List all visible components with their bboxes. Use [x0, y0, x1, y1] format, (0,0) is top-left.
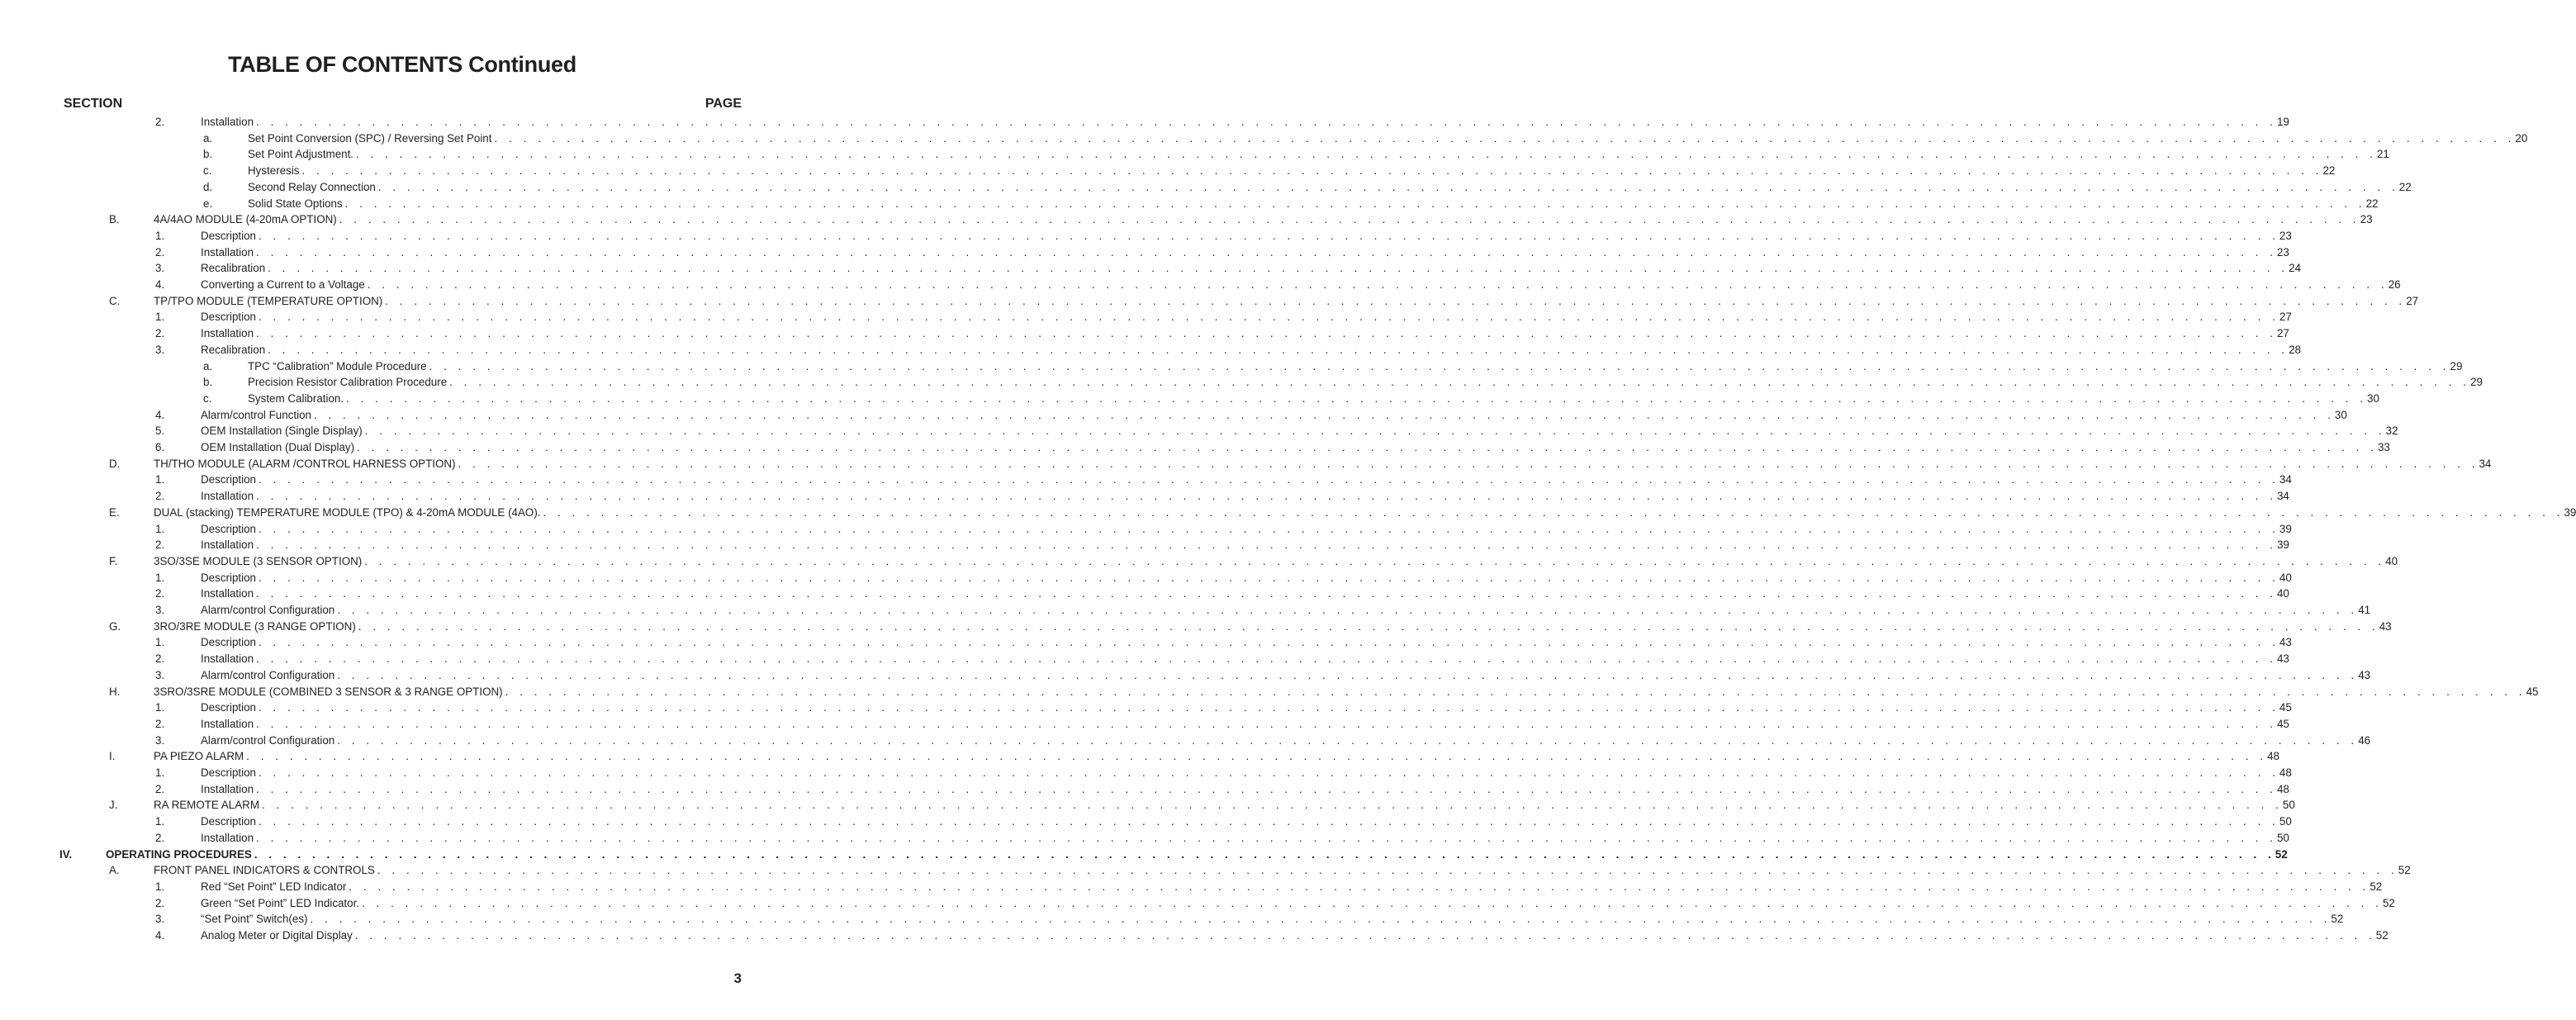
toc-entry: [0, 358, 2463, 375]
dot-leader: . . . . . . . . . . . . . . . . . . . . . . . . . . . . . . . . . . . . . . . . . . . . . . . . . . . . . . . . . . . . . . . . . . . . . . . . . . . . . . . . . . . . . . . . . . . . . . . . . . . . . . . . . . . . . . . . . . . . . . . . . . . . . . . . . . . . . . . . . . . .: [256, 538, 2277, 552]
toc-entry: [0, 651, 2289, 667]
toc-entry-label: F.: [109, 554, 118, 567]
toc-entry-title: Installation: [201, 716, 256, 733]
toc-entry-title: OPERATING PROCEDURES: [106, 847, 254, 863]
toc-entry: [0, 879, 2383, 895]
toc-entry-title: Alarm/control Configuration: [201, 667, 337, 684]
toc-entry: [0, 228, 2292, 244]
dot-leader: . . . . . . . . . . . . . . . . . . . . . . . . . . . . . . . . . . . . . . . . . . . . . . . . . . . . . . . . . . . . . . . . . . . . . . . . . . . . . . . . . . . . . . . . . . . . . . . . . . . . . . . . . . . . . . . . . . . . . . . . . . . . . . . . . . . . . . . . . . . .: [256, 587, 2277, 600]
toc-entry-label: 3.: [155, 604, 165, 616]
toc-entry-page: 52: [2370, 880, 2383, 893]
toc-entry-title: Set Point Adjustment.: [248, 146, 356, 163]
toc-entry-label: e.: [203, 197, 213, 210]
toc-entry: [0, 553, 2398, 570]
toc-entry-label: 1.: [155, 522, 165, 535]
toc-entry-page: 50: [2282, 799, 2295, 812]
dot-leader: . . . . . . . . . . . . . . . . . . . . . . . . . . . . . . . . . . . . . . . . . . . . . . . . . . . . . . . . . . . . . . . . . . . . . . . . . . . . . . . . . . . . . . . . . . . . . . . . . . . . . . . . . . . . . . . . . . . . . . . . . . . . . . . . . . . . . . . . . . . .: [357, 441, 2378, 453]
toc-entry: [0, 244, 2289, 261]
toc-entry: [0, 407, 2347, 424]
toc-entry-page: 52: [2331, 913, 2344, 926]
toc-entry: [0, 927, 2389, 944]
toc-entry-page: 48: [2276, 782, 2289, 795]
toc-entry-page: 26: [2388, 278, 2401, 291]
toc-entry: [0, 733, 2371, 749]
toc-entry-label: 6.: [155, 441, 165, 453]
toc-entry-title: Description: [201, 634, 259, 651]
dot-leader: . . . . . . . . . . . . . . . . . . . . . . . . . . . . . . . . . . . . . . . . . . . . . . . . . . . . . . . . . . . . . . . . . . . . . . . . . . . . . . . . . . . . . . . . . . . . . . . . . . . . . . . . . . . . . . . . . . . . . . . . . . . . . . . . . . . . . . . . . . . .: [258, 522, 2279, 535]
dot-leader: . . . . . . . . . . . . . . . . . . . . . . . . . . . . . . . . . . . . . . . . . . . . . . . . . . . . . . . . . . . . . . . . . . . . . . . . . . . . . . . . . . . . . . . . . . . . . . . . . . . . . . . . . . . . . . . . . . . . . . . . . . . . . . . . . . . . . . . . . . . .: [256, 652, 2277, 666]
dot-leader: . . . . . . . . . . . . . . . . . . . . . . . . . . . . . . . . . . . . . . . . . . . . . . . . . . . . . . . . . . . . . . . . . . . . . . . . . . . . . . . . . . . . . . . . . . . . . . . . . . . . . . . . . . . . . . . . . . . . . . . . . . . . . . . . . . . . . . . . . . . .: [377, 180, 2399, 193]
toc-entry: [0, 196, 2379, 212]
toc-entry-label: 2.: [155, 245, 165, 259]
toc-entry: [0, 847, 2288, 863]
toc-entry: [0, 537, 2289, 553]
toc-entry-label: J.: [109, 799, 118, 812]
toc-entry: [0, 521, 2292, 538]
toc-entry: [0, 293, 2419, 310]
toc-entry: [0, 862, 2411, 879]
toc-entry-page: 43: [2379, 619, 2392, 633]
toc-entry: [0, 488, 2289, 505]
toc-entry: [0, 797, 2295, 814]
toc-entry: [0, 439, 2390, 456]
toc-entry-title: Installation: [201, 830, 256, 847]
toc-entry: [0, 146, 2389, 163]
toc-entry: [0, 586, 2289, 602]
toc-entry-label: 3.: [155, 262, 165, 275]
toc-entry-title: Recalibration: [201, 260, 268, 277]
toc-entry-page: 34: [2279, 473, 2292, 486]
toc-entry-title: Set Point Conversion (SPC) / Reversing Set Point: [248, 130, 494, 147]
toc-entry-label: IV.: [59, 847, 73, 861]
toc-entry: [0, 781, 2289, 798]
dot-leader: . . . . . . . . . . . . . . . . . . . . . . . . . . . . . . . . . . . . . . . . . . . . . . . . . . . . . . . . . . . . . . . . . . . . . . . . . . . . . . . . . . . . . . . . . . . . . . . . . . . . . . . . . . . . . . . . . . . . . . . . . . . . . . . . . . . . . . . . . . . .: [362, 896, 2383, 909]
toc-entry: [0, 163, 2336, 179]
dot-leader: . . . . . . . . . . . . . . . . . . . . . . . . . . . . . . . . . . . . . . . . . . . . . . . . . . . . . . . . . . . . . . . . . . . . . . . . . . . . . . . . . . . . . . . . . . . . . . . . . . . . . . . . . . . . . . . . . . . . . . . . . . . . . . . . . . . . . . . . . . . .: [301, 164, 2323, 178]
dot-leader: . . . . . . . . . . . . . . . . . . . . . . . . . . . . . . . . . . . . . . . . . . . . . . . . . . . . . . . . . . . . . . . . . . . . . . . . . . . . . . . . . . . . . . . . . . . . . . . . . . . . . . . . . . . . . . . . . . . . . . . . . . . . . . . . . . . . . . . . . . . .: [385, 294, 2407, 307]
dot-leader: . . . . . . . . . . . . . . . . . . . . . . . . . . . . . . . . . . . . . . . . . . . . . . . . . . . . . . . . . . . . . . . . . . . . . . . . . . . . . . . . . . . . . . . . . . . . . . . . . . . . . . . . . . . . . . . . . . . . . . . . . . . . . . . . . . . . . . . . . . . .: [313, 408, 2335, 421]
toc-entry-title: DUAL (stacking) TEMPERATURE MODULE (TPO) & 4-20mA MODULE (4AO).: [154, 505, 543, 521]
dot-leader: . . . . . . . . . . . . . . . . . . . . . . . . . . . . . . . . . . . . . . . . . . . . . . . . . . . . . . . . . . . . . . . . . . . . . . . . . . . . . . . . . . . . . . . . . . . . . . . . . . . . . . . . . . . . . . . . . . . . . . . . . . . . . . . . . . . . . . . . . . . .: [258, 229, 2279, 242]
dot-leader: . . . . . . . . . . . . . . . . . . . . . . . . . . . . . . . . . . . . . . . . . . . . . . . . . . . . . . . . . . . . . . . . . . . . . . . . . . . . . . . . . . . . . . . . . . . . . . . . . . . . . . . . . . . . . . . . . . . . . . . . . . . . . . . . . . . . . . . . . . . .: [367, 278, 2389, 291]
toc-entry-title: 3SRO/3SRE MODULE (COMBINED 3 SENSOR & 3 RANGE OPTION): [154, 684, 505, 700]
toc-entry-page: 20: [2515, 131, 2528, 145]
toc-entry-title: 3SO/3SE MODULE (3 SENSOR OPTION): [154, 553, 364, 570]
toc-entry-page: 50: [2279, 815, 2292, 828]
toc-entry-label: 4.: [155, 408, 165, 421]
toc-entry-page: 52: [2275, 847, 2288, 861]
toc-entry-label: 1.: [155, 229, 165, 242]
dot-leader: . . . . . . . . . . . . . . . . . . . . . . . . . . . . . . . . . . . . . . . . . . . . . . . . . . . . . . . . . . . . . . . . . . . . . . . . . . . . . . . . . . . . . . . . . . . . . . . . . . . . . . . . . . . . . . . . . . . . . . . . . . . . . . . . . . . . . . . . . . . .: [256, 116, 2277, 128]
toc-entry-page: 22: [2322, 164, 2336, 178]
dot-leader: . . . . . . . . . . . . . . . . . . . . . . . . . . . . . . . . . . . . . . . . . . . . . . . . . . . . . . . . . . . . . . . . . . . . . . . . . . . . . . . . . . . . . . . . . . . . . . . . . . . . . . . . . . . . . . . . . . . . . . . . . . . . . . . . . . . . . . . . . . . .: [364, 425, 2386, 438]
toc-entry-page: 48: [2267, 750, 2279, 763]
toc-entry-label: a.: [203, 131, 213, 145]
dot-leader: . . . . . . . . . . . . . . . . . . . . . . . . . . . . . . . . . . . . . . . . . . . . . . . . . . . . . . . . . . . . . . . . . . . . . . . . . . . . . . . . . . . . . . . . . . . . . . . . . . . . . . . . . . . . . . . . . . . . . . . . . . . . . . . . . . . . . . . . . . . .: [354, 929, 2376, 942]
toc-entry-page: 29: [2470, 376, 2483, 389]
toc-entry-label: 1.: [155, 701, 165, 714]
toc-entry-label: c.: [203, 164, 212, 178]
toc-entry-label: C.: [109, 294, 121, 307]
toc-entry-label: G.: [109, 619, 121, 633]
dot-leader: . . . . . . . . . . . . . . . . . . . . . . . . . . . . . . . . . . . . . . . . . . . . . . . . . . . . . . . . . . . . . . . . . . . . . . . . . . . . . . . . . . . . . . . . . . . . . . . . . . . . . . . . . . . . . . . . . . . . . . . . . . . . . . . . . . . . . . . . . . . .: [256, 831, 2277, 844]
toc-entry-page: 23: [2360, 213, 2373, 226]
toc-entry-title: Installation: [201, 651, 256, 667]
toc-entry-page: 39: [2276, 538, 2289, 552]
toc-entry-title: Installation: [201, 325, 256, 342]
dot-leader: . . . . . . . . . . . . . . . . . . . . . . . . . . . . . . . . . . . . . . . . . . . . . . . . . . . . . . . . . . . . . . . . . . . . . . . . . . . . . . . . . . . . . . . . . . . . . . . . . . . . . . . . . . . . . . . . . . . . . . . . . . . . . . . . . . . . . . . . . . . .: [258, 766, 2279, 779]
toc-entry: [0, 895, 2395, 912]
section-column-header: SECTION: [64, 97, 123, 111]
toc-entry: [0, 602, 2371, 619]
toc-entry-page: 43: [2358, 668, 2371, 681]
toc-entry-title: Description: [201, 521, 259, 538]
toc-entry-title: Alarm/control Configuration: [201, 733, 337, 749]
dot-leader: . . . . . . . . . . . . . . . . . . . . . . . . . . . . . . . . . . . . . . . . . . . . . . . . . . . . . . . . . . . . . . . . . . . . . . . . . . . . . . . . . . . . . . . . . . . . . . . . . . . . . . . . . . . . . . . . . . . . . . . . . . . . . . . . . . . . . . . . . . . .: [256, 245, 2277, 259]
toc-entry: [0, 260, 2301, 277]
toc-entry-label: 1.: [155, 815, 165, 828]
toc-entry-title: Converting a Current to a Voltage: [201, 277, 368, 293]
dot-leader: . . . . . . . . . . . . . . . . . . . . . . . . . . . . . . . . . . . . . . . . . . . . . . . . . . . . . . . . . . . . . . . . . . . . . . . . . . . . . . . . . . . . . . . . . . . . . . . . . . . . . . . . . . . . . . . . . . . . . . . . . . . . . . . . . . . . . . . . . . . .: [505, 685, 2526, 698]
dot-leader: . . . . . . . . . . . . . . . . . . . . . . . . . . . . . . . . . . . . . . . . . . . . . . . . . . . . . . . . . . . . . . . . . . . . . . . . . . . . . . . . . . . . . . . . . . . . . . . . . . . . . . . . . . . . . . . . . . . . . . . . . . . . . . . . . . . . . . . . . . . .: [246, 750, 2268, 763]
toc-entry-title: Description: [201, 765, 259, 781]
toc-entry: [0, 456, 2492, 472]
dot-leader: . . . . . . . . . . . . . . . . . . . . . . . . . . . . . . . . . . . . . . . . . . . . . . . . . . . . . . . . . . . . . . . . . . . . . . . . . . . . . . . . . . . . . . . . . . . . . . . . . . . . . . . . . . . . . . . . . . . . . . . . . . . . . . . . . . . . . . . . . . . .: [254, 847, 2275, 861]
toc-entry-label: 3.: [155, 668, 165, 681]
toc-entry-page: 24: [2289, 262, 2301, 275]
toc-entry-label: 4.: [155, 929, 165, 942]
toc-entry: [0, 423, 2398, 439]
toc-entry-page: 52: [2375, 929, 2389, 942]
toc-entry-page: 21: [2376, 148, 2389, 161]
toc-entry-label: 1.: [155, 766, 165, 779]
dot-leader: . . . . . . . . . . . . . . . . . . . . . . . . . . . . . . . . . . . . . . . . . . . . . . . . . . . . . . . . . . . . . . . . . . . . . . . . . . . . . . . . . . . . . . . . . . . . . . . . . . . . . . . . . . . . . . . . . . . . . . . . . . . . . . . . . . . . . . . . . . . .: [258, 473, 2279, 486]
toc-entry-title: “Set Point” Switch(es): [201, 911, 310, 927]
toc-entry: [0, 634, 2292, 651]
toc-entry-label: 1.: [155, 636, 165, 649]
dot-leader: . . . . . . . . . . . . . . . . . . . . . . . . . . . . . . . . . . . . . . . . . . . . . . . . . . . . . . . . . . . . . . . . . . . . . . . . . . . . . . . . . . . . . . . . . . . . . . . . . . . . . . . . . . . . . . . . . . . . . . . . . . . . . . . . . . . . . . . . . . . .: [429, 359, 2450, 372]
toc-entry-label: 2.: [155, 490, 165, 503]
toc-entry-page: 34: [2276, 490, 2289, 503]
toc-entry-page: 22: [2398, 180, 2412, 193]
toc-entry-title: Solid State Options: [248, 196, 345, 212]
toc-entry-title: Green “Set Point” LED Indicator.: [201, 895, 362, 912]
toc-entry: [0, 325, 2289, 342]
toc-entry: [0, 570, 2292, 586]
dot-leader: . . . . . . . . . . . . . . . . . . . . . . . . . . . . . . . . . . . . . . . . . . . . . . . . . . . . . . . . . . . . . . . . . . . . . . . . . . . . . . . . . . . . . . . . . . . . . . . . . . . . . . . . . . . . . . . . . . . . . . . . . . . . . . . . . . . . . . . . . . . .: [258, 311, 2279, 324]
toc-entry-page: 19: [2276, 116, 2289, 128]
toc-entry-label: H.: [109, 685, 121, 698]
toc-entry-page: 40: [2279, 571, 2292, 584]
dot-leader: . . . . . . . . . . . . . . . . . . . . . . . . . . . . . . . . . . . . . . . . . . . . . . . . . . . . . . . . . . . . . . . . . . . . . . . . . . . . . . . . . . . . . . . . . . . . . . . . . . . . . . . . . . . . . . . . . . . . . . . . . . . . . . . . . . . . . . . . . . . .: [258, 701, 2279, 714]
toc-entry-title: Installation: [201, 488, 256, 505]
toc-entry-label: 1.: [155, 880, 165, 893]
toc-entry-page: 34: [2479, 457, 2492, 470]
toc-entry: [0, 114, 2289, 130]
toc-entry-page: 48: [2279, 766, 2292, 779]
toc-entry-title: Installation: [201, 586, 256, 602]
toc-entry-title: TH/THO MODULE (ALARM /CONTROL HARNESS OPTION): [154, 456, 458, 472]
page-column-header: PAGE: [704, 97, 742, 111]
dot-leader: . . . . . . . . . . . . . . . . . . . . . . . . . . . . . . . . . . . . . . . . . . . . . . . . . . . . . . . . . . . . . . . . . . . . . . . . . . . . . . . . . . . . . . . . . . . . . . . . . . . . . . . . . . . . . . . . . . . . . . . . . . . . . . . . . . . . . . . . . . . .: [449, 376, 2471, 389]
toc-entry-label: 2.: [155, 717, 165, 730]
toc-entry: [0, 748, 2279, 765]
toc-entry-label: 2.: [155, 831, 165, 844]
toc-entry-label: 2.: [155, 116, 165, 128]
dot-leader: . . . . . . . . . . . . . . . . . . . . . . . . . . . . . . . . . . . . . . . . . . . . . . . . . . . . . . . . . . . . . . . . . . . . . . . . . . . . . . . . . . . . . . . . . . . . . . . . . . . . . . . . . . . . . . . . . . . . . . . . . . . . . . . . . . . . . . . . . . . .: [256, 717, 2277, 730]
dot-leader: . . . . . . . . . . . . . . . . . . . . . . . . . . . . . . . . . . . . . . . . . . . . . . . . . . . . . . . . . . . . . . . . . . . . . . . . . . . . . . . . . . . . . . . . . . . . . . . . . . . . . . . . . . . . . . . . . . . . . . . . . . . . . . . . . . . . . . . . . . . .: [358, 619, 2379, 633]
toc-entry: [0, 667, 2371, 684]
dot-leader: . . . . . . . . . . . . . . . . . . . . . . . . . . . . . . . . . . . . . . . . . . . . . . . . . . . . . . . . . . . . . . . . . . . . . . . . . . . . . . . . . . . . . . . . . . . . . . . . . . . . . . . . . . . . . . . . . . . . . . . . . . . . . . . . . . . . . . . . . . . .: [346, 391, 2368, 405]
toc-entry-page: 27: [2276, 327, 2289, 340]
toc-entry-label: 1.: [155, 571, 165, 584]
toc-entry: [0, 130, 2528, 147]
toc-entry-label: D.: [109, 457, 121, 470]
toc-entry-label: A.: [109, 864, 120, 877]
toc-entry-title: Description: [201, 309, 259, 325]
toc-entry-page: 52: [2382, 896, 2395, 909]
toc-entry-page: 29: [2450, 359, 2463, 372]
dot-leader: . . . . . . . . . . . . . . . . . . . . . . . . . . . . . . . . . . . . . . . . . . . . . . . . . . . . . . . . . . . . . . . . . . . . . . . . . . . . . . . . . . . . . . . . . . . . . . . . . . . . . . . . . . . . . . . . . . . . . . . . . . . . . . . . . . . . . . . . . . . .: [337, 733, 2359, 747]
toc-entry-label: I.: [109, 750, 116, 763]
dot-leader: . . . . . . . . . . . . . . . . . . . . . . . . . . . . . . . . . . . . . . . . . . . . . . . . . . . . . . . . . . . . . . . . . . . . . . . . . . . . . . . . . . . . . . . . . . . . . . . . . . . . . . . . . . . . . . . . . . . . . . . . . . . . . . . . . . . . . . . . . . . .: [256, 327, 2277, 340]
toc-entry-title: OEM Installation (Dual Display): [201, 439, 357, 456]
dot-leader: . . . . . . . . . . . . . . . . . . . . . . . . . . . . . . . . . . . . . . . . . . . . . . . . . . . . . . . . . . . . . . . . . . . . . . . . . . . . . . . . . . . . . . . . . . . . . . . . . . . . . . . . . . . . . . . . . . . . . . . . . . . . . . . . . . . . . . . . . . . .: [310, 913, 2332, 926]
toc-entry-title: Alarm/control Configuration: [201, 602, 337, 619]
toc-entry: [0, 765, 2292, 781]
toc-entry-title: Description: [201, 228, 259, 244]
toc-entry-label: 3.: [155, 343, 165, 356]
toc-entry-label: E.: [109, 505, 120, 519]
dot-leader: . . . . . . . . . . . . . . . . . . . . . . . . . . . . . . . . . . . . . . . . . . . . . . . . . . . . . . . . . . . . . . . . . . . . . . . . . . . . . . . . . . . . . . . . . . . . . . . . . . . . . . . . . . . . . . . . . . . . . . . . . . . . . . . . . . . . . . . . . . . .: [258, 636, 2279, 649]
toc-entry-page: 33: [2377, 441, 2390, 453]
toc-entry-label: 4.: [155, 278, 165, 291]
toc-entry-page: 40: [2385, 554, 2398, 567]
toc-entry: [0, 374, 2483, 391]
toc-entry-title: TPC “Calibration” Module Procedure: [248, 358, 429, 375]
dot-leader: . . . . . . . . . . . . . . . . . . . . . . . . . . . . . . . . . . . . . . . . . . . . . . . . . . . . . . . . . . . . . . . . . . . . . . . . . . . . . . . . . . . . . . . . . . . . . . . . . . . . . . . . . . . . . . . . . . . . . . . . . . . . . . . . . . . . . . . . . . . .: [344, 197, 2366, 210]
toc-entry-page: 23: [2279, 229, 2292, 242]
toc-entry: [0, 309, 2292, 325]
toc-entry-page: 30: [2334, 408, 2347, 421]
toc-entry: [0, 179, 2412, 196]
toc-entry-title: FRONT PANEL INDICATORS & CONTROLS: [154, 862, 377, 879]
toc-entry-page: 40: [2276, 587, 2289, 600]
toc-entry-title: System Calibration.: [248, 391, 346, 407]
toc-entry-title: RA REMOTE ALARM: [154, 797, 262, 814]
dot-leader: . . . . . . . . . . . . . . . . . . . . . . . . . . . . . . . . . . . . . . . . . . . . . . . . . . . . . . . . . . . . . . . . . . . . . . . . . . . . . . . . . . . . . . . . . . . . . . . . . . . . . . . . . . . . . . . . . . . . . . . . . . . . . . . . . . . . . . . . . . . .: [337, 668, 2359, 681]
toc-entry-label: c.: [203, 391, 212, 405]
toc-entry-label: 1.: [155, 473, 165, 486]
toc-entry-page: 28: [2289, 343, 2301, 356]
toc-entry-label: 2.: [155, 782, 165, 795]
dot-leader: . . . . . . . . . . . . . . . . . . . . . . . . . . . . . . . . . . . . . . . . . . . . . . . . . . . . . . . . . . . . . . . . . . . . . . . . . . . . . . . . . . . . . . . . . . . . . . . . . . . . . . . . . . . . . . . . . . . . . . . . . . . . . . . . . . . . . . . . . . . .: [364, 554, 2386, 567]
toc-entry-page: 43: [2279, 636, 2292, 649]
dot-leader: . . . . . . . . . . . . . . . . . . . . . . . . . . . . . . . . . . . . . . . . . . . . . . . . . . . . . . . . . . . . . . . . . . . . . . . . . . . . . . . . . . . . . . . . . . . . . . . . . . . . . . . . . . . . . . . . . . . . . . . . . . . . . . . . . . . . . . . . . . . .: [339, 213, 2360, 226]
toc-entry-title: Description: [201, 700, 259, 716]
toc-entry-label: 2.: [155, 538, 165, 552]
toc-entry-label: 2.: [155, 327, 165, 340]
toc-entry-page: 46: [2358, 733, 2371, 747]
toc-entry-page: 39: [2564, 505, 2576, 519]
toc-entry-title: Description: [201, 472, 259, 488]
toc-entry: [0, 814, 2292, 830]
toc-entry-page: 45: [2276, 717, 2289, 730]
dot-leader: . . . . . . . . . . . . . . . . . . . . . . . . . . . . . . . . . . . . . . . . . . . . . . . . . . . . . . . . . . . . . . . . . . . . . . . . . . . . . . . . . . . . . . . . . . . . . . . . . . . . . . . . . . . . . . . . . . . . . . . . . . . . . . . . . . . . . . . . . . . .: [258, 815, 2279, 828]
toc-entry-label: a.: [203, 359, 213, 372]
toc-entry-label: 3.: [155, 733, 165, 747]
dot-leader: . . . . . . . . . . . . . . . . . . . . . . . . . . . . . . . . . . . . . . . . . . . . . . . . . . . . . . . . . . . . . . . . . . . . . . . . . . . . . . . . . . . . . . . . . . . . . . . . . . . . . . . . . . . . . . . . . . . . . . . . . . . . . . . . . . . . . . . . . . . .: [458, 457, 2479, 470]
toc-entry-label: b.: [203, 376, 213, 389]
toc-entry-title: Hysteresis: [248, 163, 302, 179]
page-title: TABLE OF CONTENTS Continued: [228, 52, 576, 77]
toc-entry: [0, 505, 2576, 521]
toc-entry-label: d.: [203, 180, 213, 193]
toc-entry-page: 52: [2398, 864, 2411, 877]
dot-leader: . . . . . . . . . . . . . . . . . . . . . . . . . . . . . . . . . . . . . . . . . . . . . . . . . . . . . . . . . . . . . . . . . . . . . . . . . . . . . . . . . . . . . . . . . . . . . . . . . . . . . . . . . . . . . . . . . . . . . . . . . . . . . . . . . . . . . . . . . . . .: [268, 262, 2289, 275]
toc-entry-title: 4A/4AO MODULE (4-20mA OPTION): [154, 211, 339, 228]
toc-entry-title: Precision Resistor Calibration Procedure: [248, 374, 449, 391]
toc-entry: [0, 277, 2401, 293]
toc-entry-title: Second Relay Connection: [248, 179, 378, 196]
toc-entry: [0, 342, 2301, 358]
toc-entry-title: TP/TPO MODULE (TEMPERATURE OPTION): [154, 293, 385, 310]
toc-entry: [0, 684, 2539, 700]
toc-entry-label: 2.: [155, 896, 165, 909]
toc-entry-title: OEM Installation (Single Display): [201, 423, 365, 439]
toc-entry-label: 1.: [155, 311, 165, 324]
dot-leader: . . . . . . . . . . . . . . . . . . . . . . . . . . . . . . . . . . . . . . . . . . . . . . . . . . . . . . . . . . . . . . . . . . . . . . . . . . . . . . . . . . . . . . . . . . . . . . . . . . . . . . . . . . . . . . . . . . . . . . . . . . . . . . . . . . . . . . . . . . . .: [337, 604, 2359, 616]
toc-entry-title: Alarm/control Function: [201, 407, 314, 424]
toc-entry: [0, 211, 2373, 228]
toc-entry: [0, 700, 2292, 716]
toc-entry-title: Analog Meter or Digital Display: [201, 927, 355, 944]
toc-entry-page: 41: [2358, 604, 2371, 616]
toc-entry-title: PA PIEZO ALARM: [154, 748, 246, 765]
toc-entry-page: 32: [2385, 425, 2398, 438]
toc-entry-label: 2.: [155, 587, 165, 600]
toc-entry-title: 3RO/3RE MODULE (3 RANGE OPTION): [154, 619, 358, 635]
dot-leader: . . . . . . . . . . . . . . . . . . . . . . . . . . . . . . . . . . . . . . . . . . . . . . . . . . . . . . . . . . . . . . . . . . . . . . . . . . . . . . . . . . . . . . . . . . . . . . . . . . . . . . . . . . . . . . . . . . . . . . . . . . . . . . . . . . . . . . . . . . . .: [349, 880, 2370, 893]
toc-entry-title: Red “Set Point” LED Indicator: [201, 879, 349, 895]
toc-entry: [0, 619, 2392, 635]
dot-leader: . . . . . . . . . . . . . . . . . . . . . . . . . . . . . . . . . . . . . . . . . . . . . . . . . . . . . . . . . . . . . . . . . . . . . . . . . . . . . . . . . . . . . . . . . . . . . . . . . . . . . . . . . . . . . . . . . . . . . . . . . . . . . . . . . . . . . . . . . . . .: [256, 782, 2277, 795]
dot-leader: . . . . . . . . . . . . . . . . . . . . . . . . . . . . . . . . . . . . . . . . . . . . . . . . . . . . . . . . . . . . . . . . . . . . . . . . . . . . . . . . . . . . . . . . . . . . . . . . . . . . . . . . . . . . . . . . . . . . . . . . . . . . . . . . . . . . . . . . . . . .: [256, 490, 2277, 503]
toc-entry-title: Installation: [201, 781, 256, 798]
toc-entry: [0, 391, 2379, 407]
toc-entry-label: B.: [109, 213, 120, 226]
toc-entry-page: 27: [2406, 294, 2419, 307]
toc-entry: [0, 911, 2344, 927]
toc-entry-title: Installation: [201, 114, 256, 130]
toc-entry: [0, 830, 2289, 847]
toc-entry-page: 22: [2365, 197, 2379, 210]
toc-entry-page: 43: [2276, 652, 2289, 666]
toc-entry-page: 39: [2279, 522, 2292, 535]
dot-leader: . . . . . . . . . . . . . . . . . . . . . . . . . . . . . . . . . . . . . . . . . . . . . . . . . . . . . . . . . . . . . . . . . . . . . . . . . . . . . . . . . . . . . . . . . . . . . . . . . . . . . . . . . . . . . . . . . . . . . . . . . . . . . . . . . . . . . . . . . . . .: [377, 864, 2398, 877]
toc-entry-page: 45: [2279, 701, 2292, 714]
dot-leader: . . . . . . . . . . . . . . . . . . . . . . . . . . . . . . . . . . . . . . . . . . . . . . . . . . . . . . . . . . . . . . . . . . . . . . . . . . . . . . . . . . . . . . . . . . . . . . . . . . . . . . . . . . . . . . . . . . . . . . . . . . . . . . . . . . . . . . . . . . . .: [258, 571, 2279, 584]
toc-entry-label: b.: [203, 148, 213, 161]
dot-leader: . . . . . . . . . . . . . . . . . . . . . . . . . . . . . . . . . . . . . . . . . . . . . . . . . . . . . . . . . . . . . . . . . . . . . . . . . . . . . . . . . . . . . . . . . . . . . . . . . . . . . . . . . . . . . . . . . . . . . . . . . . . . . . . . . . . . . . . . . . . .: [268, 343, 2289, 356]
toc-entry-title: Installation: [201, 537, 256, 553]
page-number: 3: [733, 970, 742, 986]
toc-entry-page: 30: [2367, 391, 2379, 405]
toc-entry-page: 27: [2279, 311, 2292, 324]
dot-leader: . . . . . . . . . . . . . . . . . . . . . . . . . . . . . . . . . . . . . . . . . . . . . . . . . . . . . . . . . . . . . . . . . . . . . . . . . . . . . . . . . . . . . . . . . . . . . . . . . . . . . . . . . . . . . . . . . . . . . . . . . . . . . . . . . . . . . . . . . . . .: [356, 148, 2377, 161]
dot-leader: . . . . . . . . . . . . . . . . . . . . . . . . . . . . . . . . . . . . . . . . . . . . . . . . . . . . . . . . . . . . . . . . . . . . . . . . . . . . . . . . . . . . . . . . . . . . . . . . . . . . . . . . . . . . . . . . . . . . . . . . . . . . . . . . . . . . . . . . . . . .: [261, 799, 2283, 812]
dot-leader: . . . . . . . . . . . . . . . . . . . . . . . . . . . . . . . . . . . . . . . . . . . . . . . . . . . . . . . . . . . . . . . . . . . . . . . . . . . . . . . . . . . . . . . . . . . . . . . . . . . . . . . . . . . . . . . . . . . . . . . . . . . . . . . . . . . . . . . . . . . .: [543, 505, 2564, 519]
toc-entry-label: 2.: [155, 652, 165, 666]
toc-entry-label: 5.: [155, 425, 165, 438]
toc-entry-page: 23: [2276, 245, 2289, 259]
toc-entry: [0, 716, 2289, 733]
toc-entry-page: 45: [2526, 685, 2539, 698]
toc-entry-title: Description: [201, 570, 259, 586]
toc-entry-label: 3.: [155, 913, 165, 926]
toc-entry-page: 50: [2276, 831, 2289, 844]
toc-entry-title: Description: [201, 814, 259, 830]
dot-leader: . . . . . . . . . . . . . . . . . . . . . . . . . . . . . . . . . . . . . . . . . . . . . . . . . . . . . . . . . . . . . . . . . . . . . . . . . . . . . . . . . . . . . . . . . . . . . . . . . . . . . . . . . . . . . . . . . . . . . . . . . . . . . . . . . . . . . . . . . . . .: [494, 131, 2516, 145]
toc-entry-title: Recalibration: [201, 342, 268, 358]
toc-entry-title: Installation: [201, 244, 256, 261]
toc-entry: [0, 472, 2292, 488]
